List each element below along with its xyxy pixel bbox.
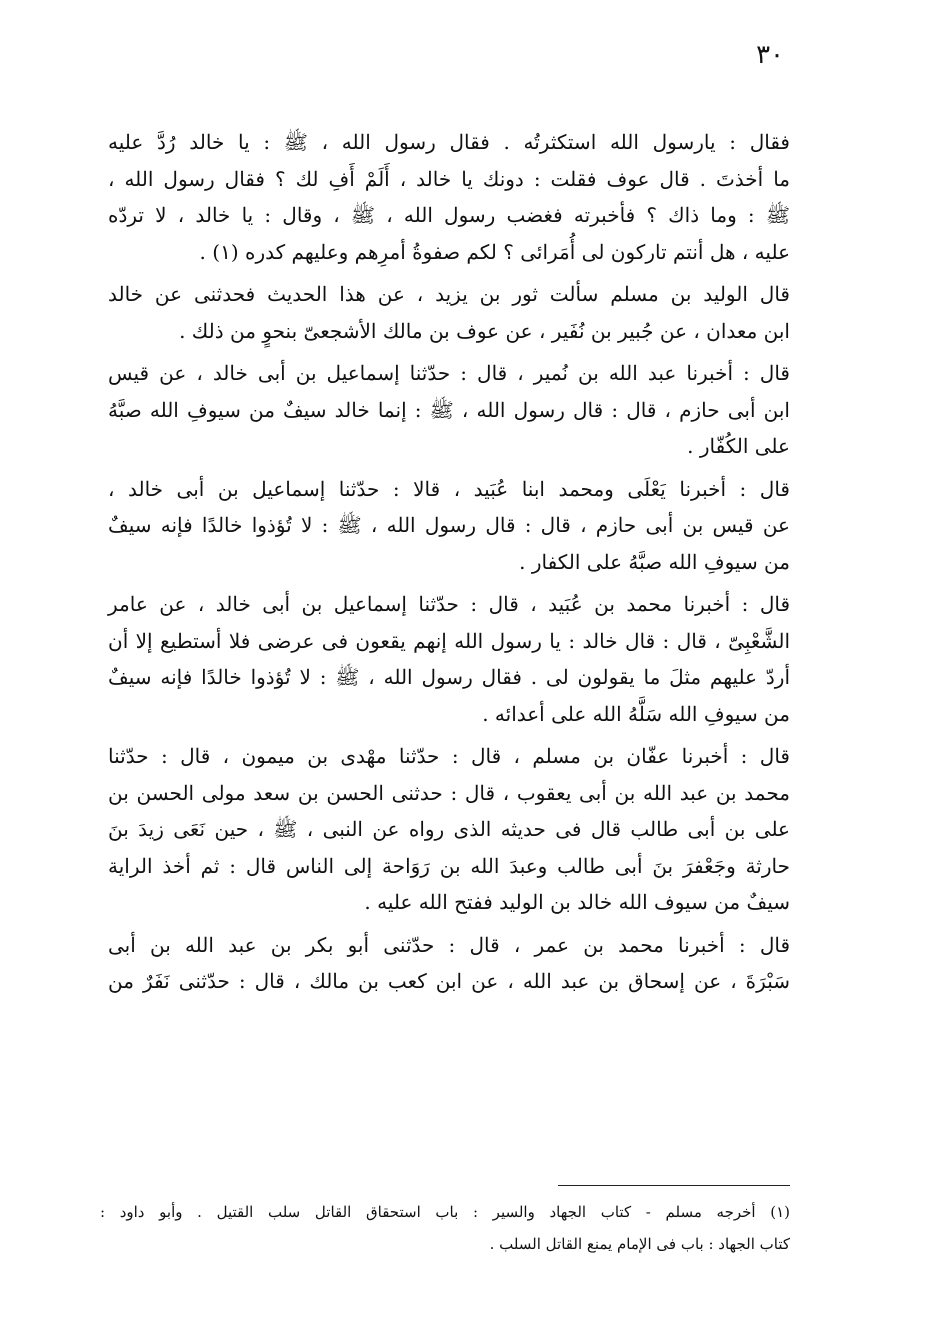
footnote-divider — [558, 1185, 790, 1186]
text-line: ما أخذتَ . قال عوف فقلت : دونك يا خالد ، أَلَمْ أَفِ لك ؟ فقال رسول الله ، — [108, 166, 790, 191]
text-line: أردّ عليهم مثلَ ما يقولون لى . فقال رسول الله ، ﷺ : لا تُؤذوا خالدًا فإنه سيفٌ — [108, 665, 790, 689]
footnote-line: (١) أخرجه مسلم - كتاب الجهاد والسير : باب استحقاق القاتل سلب القتيل . وأبو داود : — [100, 1203, 790, 1221]
text-line: سَبْرَةَ ، عن إسحاق بن عبد الله ، عن ابن كعب بن مالك ، قال : حدّثنى نَفَرٌ من — [108, 969, 790, 993]
text-line: ابن أبى حازم ، قال : قال رسول الله ، ﷺ : إنما خالد سيفٌ من سيوفِ الله صبَّهُ — [108, 397, 790, 422]
text-line: من سيوفِ الله سَلَّهُ الله على أعدائه . — [482, 701, 790, 726]
paragraph — [108, 276, 790, 349]
text-line: سيفٌ من سيوف الله خالد بن الوليد ففتح الله عليه . — [364, 890, 790, 914]
text-line: حارثة وجَعْفرَ بنَ أبى طالب وعبدَ الله بن رَوَاحة إلى الناس قال : ثم أخذ الراية — [108, 853, 790, 878]
text-line: قال : أخبرنا عبد الله بن نُمير ، قال : حدّثنا إسماعيل بن أبى خالد ، عن قيس — [108, 361, 790, 385]
text-line: عليه ، هل أنتم تاركون لى أُمَرائى ؟ لكم صفوةُ أمرِهم وعليهم كدره (١) . — [199, 239, 790, 264]
text-line: من سيوفِ الله صبَّهُ على الكفار . — [519, 549, 790, 574]
paragraph — [108, 586, 790, 732]
text-line: عن قيس بن أبى حازم ، قال : قال رسول الله ، ﷺ : لا تُؤذوا خالدًا فإنه سيفٌ — [108, 513, 790, 537]
text-line: ابن معدان ، عن جُبير بن نُفَير ، عن عوف بن مالك الأشجعىّ بنحوٍ من ذلك . — [179, 318, 790, 343]
text-line: قال : أخبرنا عفّان بن مسلم ، قال : حدّثنا مهْدى بن ميمون ، قال : حدّثنا — [108, 744, 790, 768]
footnotes — [100, 1196, 790, 1260]
text-line: قال : أخبرنا محمد بن عمر ، قال : حدّثنى أبو بكر بن عبد الله بن أبى — [108, 932, 790, 957]
text-line: محمد بن عبد الله بن أبى يعقوب ، قال : حدثنى الحسن بن سعد مولى الحسن بن — [108, 780, 790, 805]
text-line: على بن أبى طالب قال فى حديثه الذى رواه عن النبى ، ﷺ ، حين نَعَى زيدَ بنَ — [108, 817, 790, 841]
body-text — [108, 124, 790, 1006]
footnote-line: كتاب الجهاد : باب فى الإمام يمنع القاتل السلب . — [489, 1235, 790, 1253]
text-line: على الكُفّار . — [687, 434, 790, 458]
paragraph — [108, 471, 790, 581]
page-number: ٣٠ — [756, 40, 784, 70]
paragraph — [108, 124, 790, 270]
text-line: فقال : يارسول الله استكثرتُه . فقال رسول الله ، ﷺ : يا خالد رُدَّ عليه — [108, 130, 790, 154]
text-line: قال الوليد بن مسلم سألت ثور بن يزيد ، عن هذا الحديث فحدثنى عن خالد — [108, 282, 790, 306]
paragraph — [108, 355, 790, 465]
paragraph — [108, 738, 790, 921]
text-line: ﷺ : وما ذاك ؟ فأخبرته فغضب رسول الله ، ﷺ ، وقال : يا خالد ، لا تردّه — [108, 203, 790, 227]
text-line: قال : أخبرنا يَعْلَى ومحمد ابنا عُبَيد ، قالا : حدّثنا إسماعيل بن أبى خالد ، — [108, 476, 790, 501]
text-line: الشَّعْبِىّ ، قال : قال خالد : يا رسول الله إنهم يقعون فى عرضى فلا أستطيع إلا أن — [108, 628, 790, 653]
text-line: قال : أخبرنا محمد بن عُبَيد ، قال : حدّثنا إسماعيل بن أبى خالد ، عن عامر — [108, 592, 790, 616]
paragraph — [108, 927, 790, 1000]
